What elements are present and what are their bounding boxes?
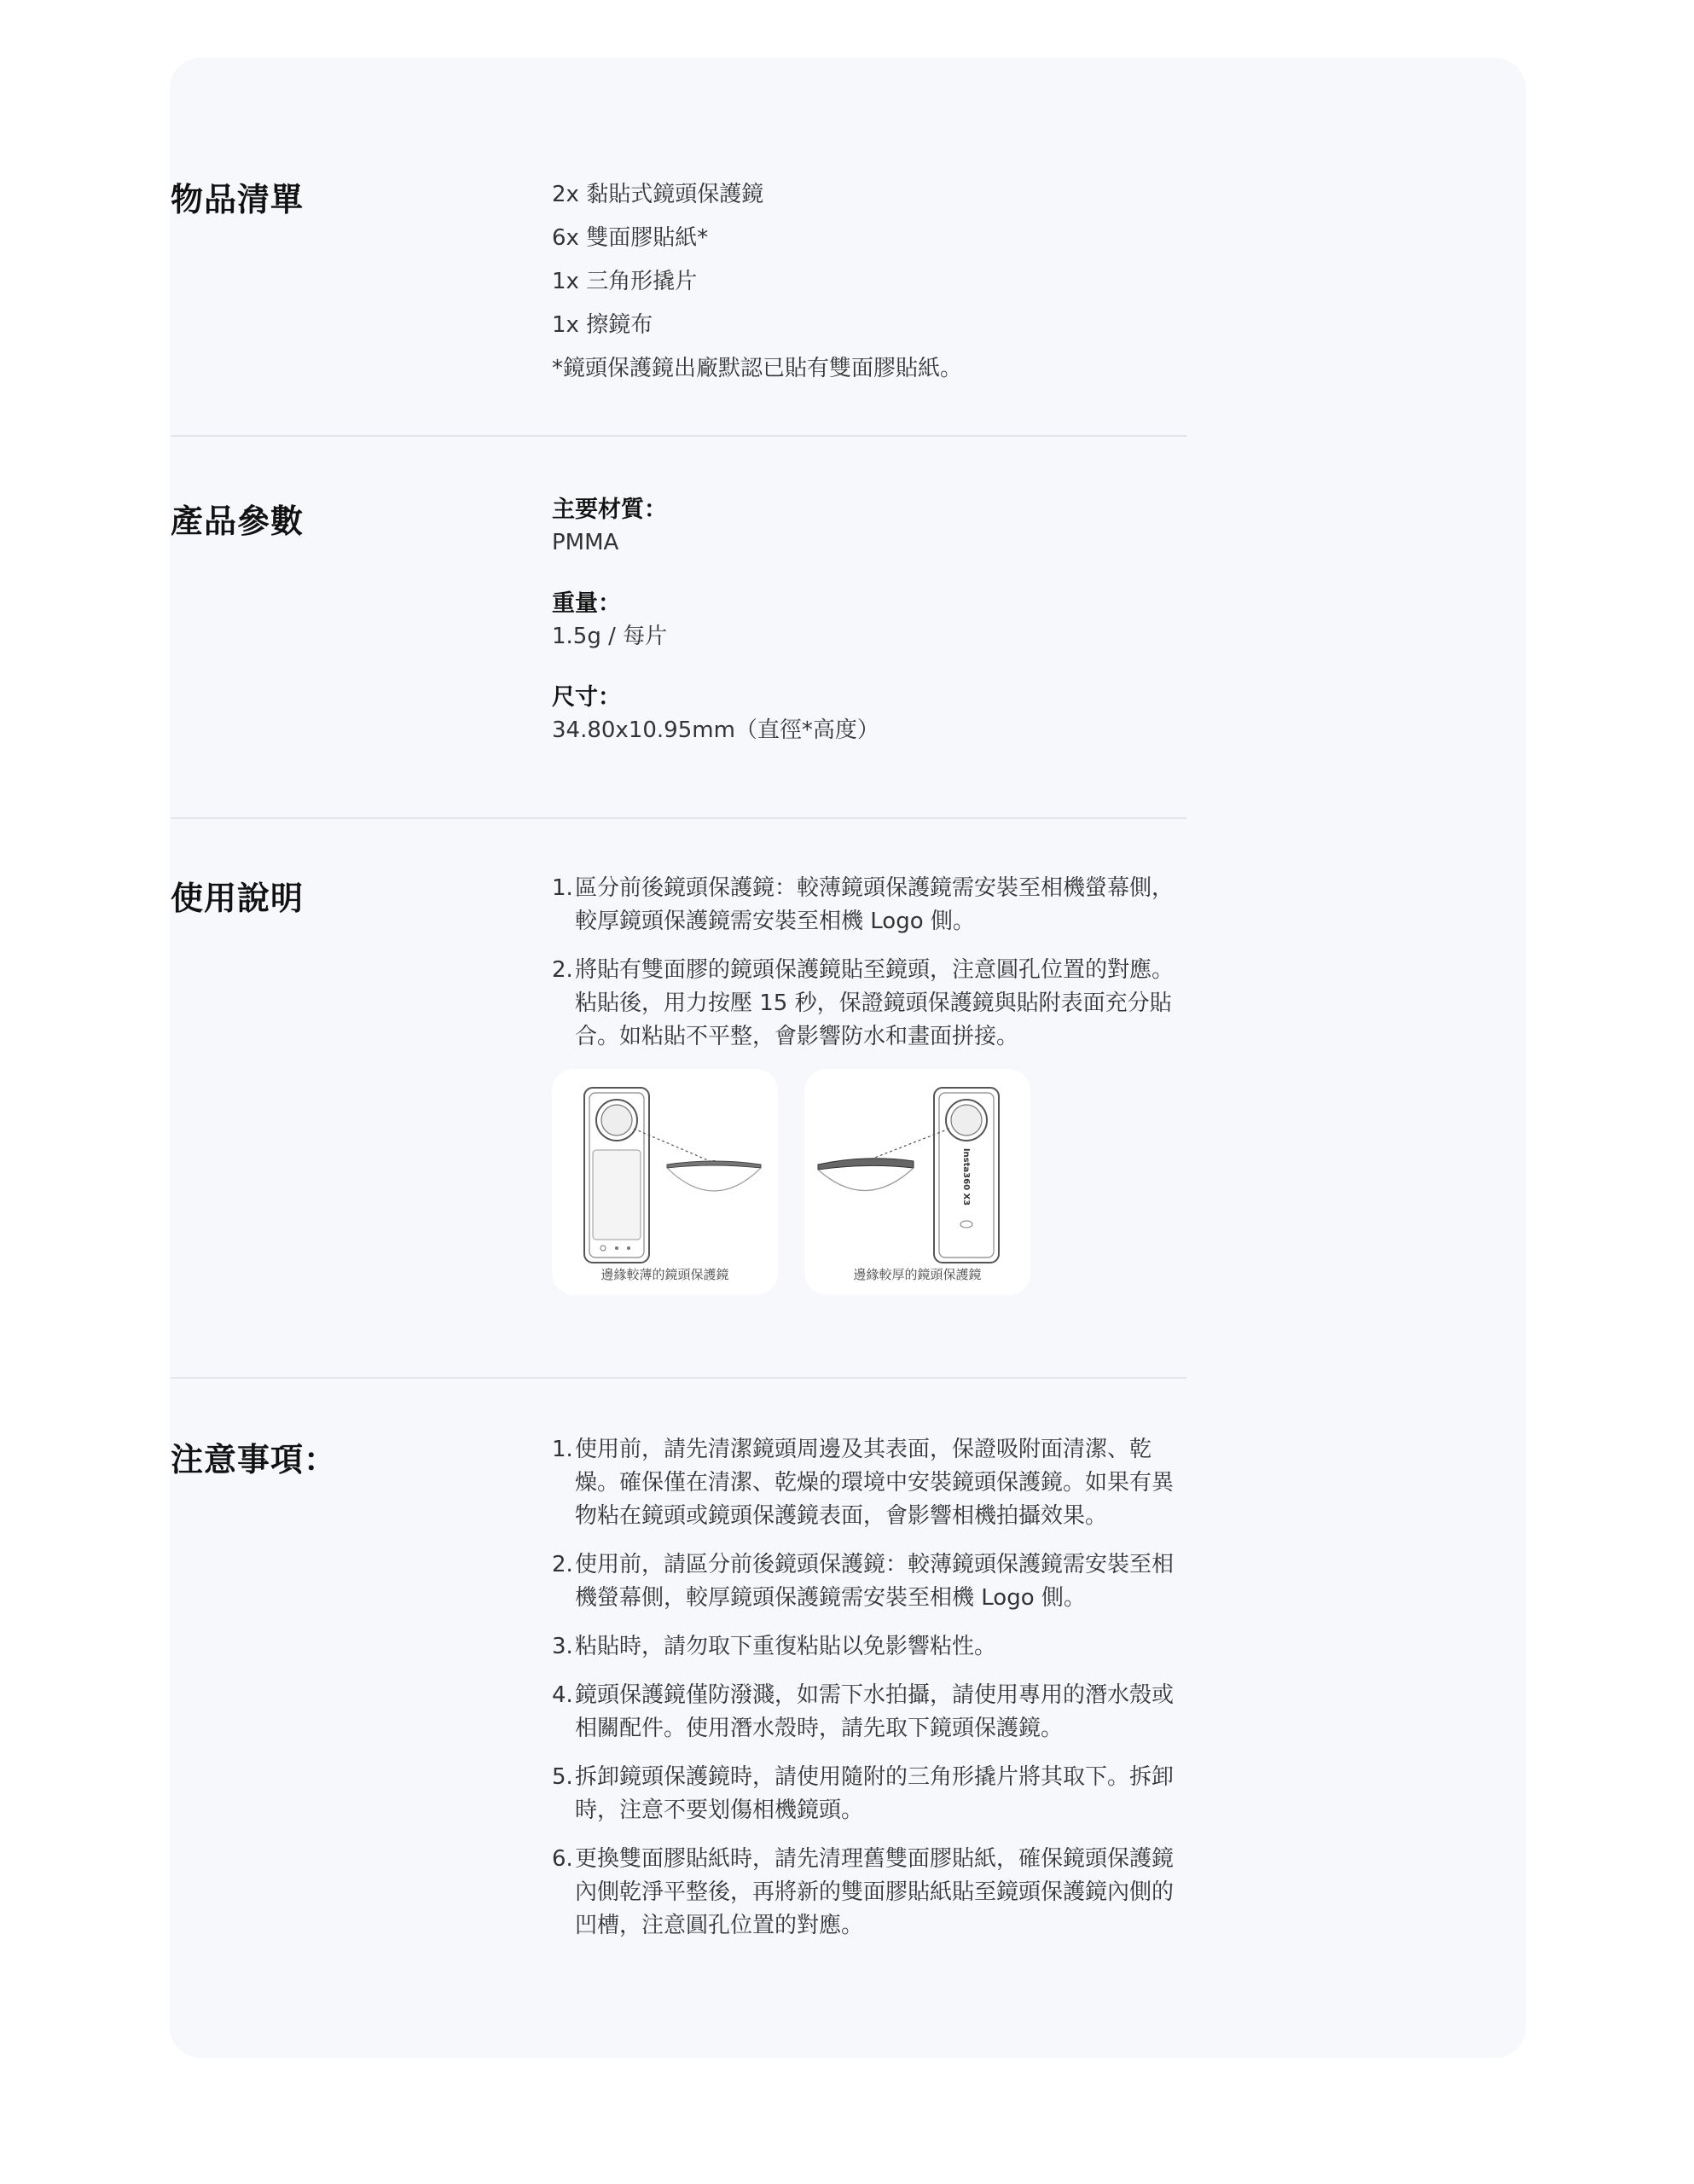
list-item: 1. 區分前後鏡頭保護鏡：較薄鏡頭保護鏡需安裝至相機螢幕側，較厚鏡頭保護鏡需安裝至相機 Logo 側。 bbox=[552, 875, 1175, 934]
notes-content bbox=[552, 1433, 1192, 1958]
spec-weight bbox=[552, 589, 1192, 653]
spec-label: 重量： bbox=[552, 590, 621, 617]
divider bbox=[171, 435, 1186, 437]
image-caption: 邊緣較薄的鏡頭保護鏡 bbox=[600, 1267, 729, 1282]
list-item: 6. 更換雙面膠貼紙時，請先清理舊雙面膠貼紙，確保鏡頭保護鏡內側乾淨平整後，再將新的雙面膠貼紙貼至鏡頭保護鏡內側的凹槽，注意圓孔位置的對應。 bbox=[552, 1846, 1175, 1938]
divider bbox=[171, 1377, 1186, 1379]
divider bbox=[171, 817, 1186, 819]
section-heading: 注意事項： bbox=[171, 1441, 338, 1478]
list-item: 2. 使用前，請區分前後鏡頭保護鏡：較薄鏡頭保護鏡需安裝至相機螢幕側，較厚鏡頭保護鏡需安裝至相機 Logo 側。 bbox=[552, 1552, 1175, 1611]
thin-lens-guard-image bbox=[552, 1069, 778, 1295]
list-item: 1x 擦鏡布 bbox=[552, 312, 653, 338]
spec-size bbox=[552, 682, 1192, 747]
list-item: 1x 三角形撬片 bbox=[552, 269, 698, 294]
spec-label: 主要材質： bbox=[552, 497, 667, 523]
camera-thin-lens-guard-icon bbox=[552, 1069, 778, 1295]
section-specs bbox=[171, 495, 1186, 768]
section-heading: 使用說明 bbox=[171, 880, 305, 917]
camera-thick-lens-guard-icon bbox=[804, 1069, 1030, 1295]
usage-content bbox=[552, 872, 1192, 1299]
section-usage bbox=[171, 872, 1186, 1350]
spec-value: PMMA bbox=[552, 530, 619, 555]
spec-value: 1.5g / 每片 bbox=[552, 624, 668, 649]
camera-brand-text: Insta360 X3 bbox=[961, 1147, 972, 1205]
thick-lens-guard-image bbox=[804, 1069, 1030, 1295]
list-item: 1. 使用前，請先清潔鏡頭周邊及其表面，保證吸附面清潔、乾燥。確保僅在清潔、乾燥的環境中安裝鏡頭保護鏡。如果有異物粘在鏡頭或鏡頭保護鏡表面，會影響相機拍攝效果。 bbox=[552, 1437, 1175, 1529]
list-item: 3. 粘貼時，請勿取下重復粘貼以免影響粘性。 bbox=[552, 1634, 997, 1659]
section-heading: 物品清單 bbox=[171, 181, 305, 218]
list-item: 2. 將貼有雙面膠的鏡頭保護鏡貼至鏡頭，注意圓孔位置的對應。粘貼後，用力按壓 15 秒，保證鏡頭保護鏡與貼附表面充分貼合。如粘貼不平整，會影響防水和畫面拼接。 bbox=[552, 957, 1175, 1049]
list-item: 2x 黏貼式鏡頭保護鏡 bbox=[552, 182, 764, 207]
section-notes bbox=[171, 1433, 1186, 1979]
notes-steps bbox=[552, 1433, 1192, 1943]
list-item: 6x 雙面膠貼紙* bbox=[552, 225, 709, 251]
section-contents bbox=[171, 173, 1186, 395]
contents-list bbox=[552, 173, 1192, 391]
spec-label: 尺寸： bbox=[552, 684, 621, 711]
usage-images bbox=[552, 1069, 1192, 1299]
usage-steps bbox=[552, 872, 1192, 1054]
section-heading: 產品參數 bbox=[171, 502, 305, 540]
image-caption: 邊緣較厚的鏡頭保護鏡 bbox=[853, 1267, 982, 1282]
specs-list bbox=[552, 495, 1192, 776]
spec-material bbox=[552, 495, 1192, 560]
list-item: 5. 拆卸鏡頭保護鏡時，請使用隨附的三角形撬片將其取下。拆卸時，注意不要划傷相機鏡頭。 bbox=[552, 1764, 1175, 1823]
spec-value: 34.80x10.95mm（直徑*高度） bbox=[552, 717, 879, 743]
footnote: *鏡頭保護鏡出廠默認已貼有雙面膠貼紙。 bbox=[552, 356, 963, 381]
list-item: 4. 鏡頭保護鏡僅防潑濺，如需下水拍攝，請使用專用的潛水殼或相關配件。使用潛水殼時，請先取下鏡頭保護鏡。 bbox=[552, 1682, 1175, 1741]
